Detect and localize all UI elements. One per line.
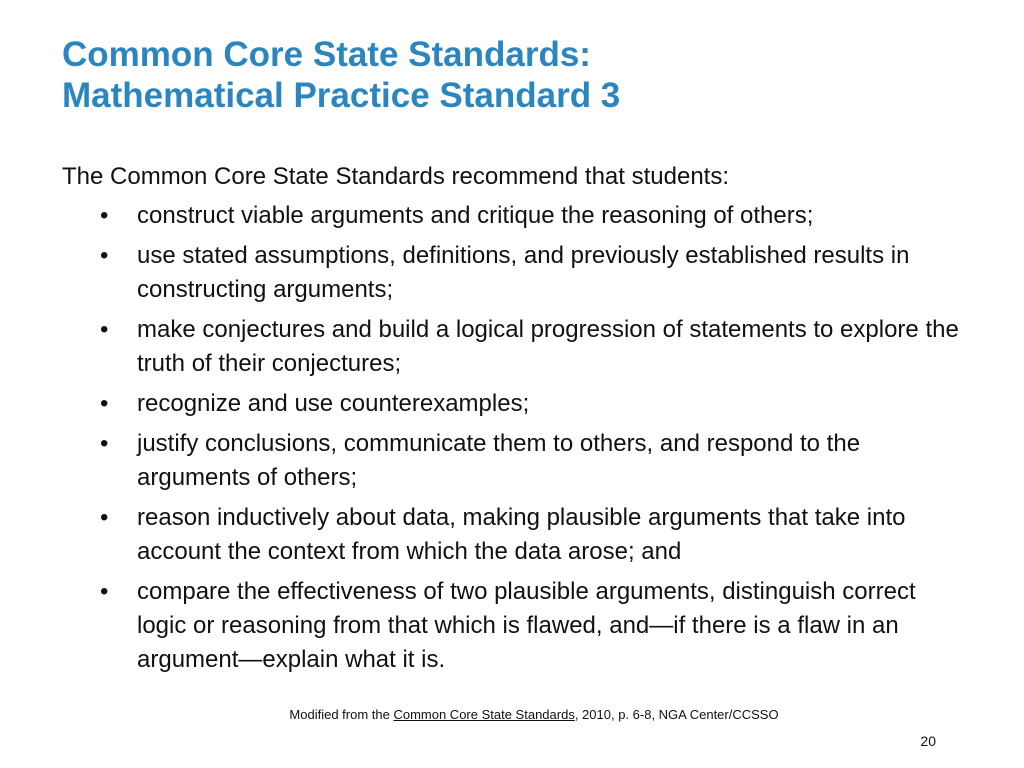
- bullet-icon: •: [100, 578, 109, 605]
- bullet-list: [100, 199, 960, 683]
- citation-suffix: , 2010, p. 6-8, NGA Center/CCSSO: [574, 707, 779, 722]
- bullet-item: [100, 313, 960, 381]
- intro-text: The Common Core State Standards recommend that students:: [62, 163, 729, 190]
- bullet-text: justify conclusions, communicate them to others, and respond to the arguments of others;: [137, 430, 861, 491]
- bullet-icon: •: [100, 504, 109, 531]
- bullet-text: make conjectures and build a logical progression of statements to explore the truth of their conjectures;: [137, 316, 959, 377]
- citation-prefix: Modified from the: [289, 707, 394, 722]
- bullet-item: [100, 575, 960, 677]
- bullet-item: [100, 387, 960, 421]
- bullet-item: [100, 199, 960, 233]
- bullet-text: compare the effectiveness of two plausible arguments, distinguish correct logic or reasoning from that which is flawed, and—if there is a flaw in an argument—explain what it is.: [137, 578, 916, 673]
- bullet-item: [100, 239, 960, 307]
- bullet-item: [100, 427, 960, 495]
- citation-link[interactable]: Common Core State Standards: [393, 707, 575, 722]
- bullet-text: reason inductively about data, making plausible arguments that take into account the context from which the data arose; and: [137, 504, 906, 565]
- bullet-text: construct viable arguments and critique the reasoning of others;: [137, 202, 814, 229]
- bullet-icon: •: [100, 316, 109, 343]
- slide-title: [62, 34, 962, 116]
- bullet-icon: •: [100, 242, 109, 269]
- bullet-icon: •: [100, 390, 109, 417]
- page-number: 20: [920, 733, 936, 749]
- bullet-icon: •: [100, 430, 109, 457]
- bullet-item: [100, 501, 960, 569]
- slide-title-line-1: Common Core State Standards:: [62, 35, 591, 74]
- source-citation: [0, 706, 1024, 724]
- bullet-text: use stated assumptions, definitions, and previously established results in constructing arguments;: [137, 242, 910, 303]
- bullet-icon: •: [100, 202, 109, 229]
- slide-title-line-2: Mathematical Practice Standard 3: [62, 76, 621, 115]
- bullet-text: recognize and use counterexamples;: [137, 390, 530, 417]
